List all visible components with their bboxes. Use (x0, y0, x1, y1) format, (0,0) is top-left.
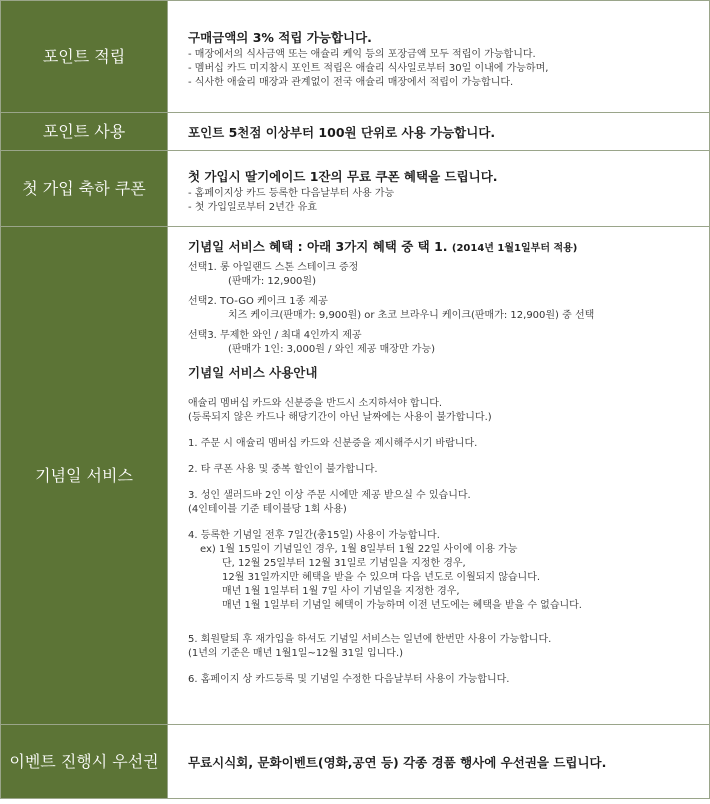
row-label: 포인트 사용 (1, 113, 168, 151)
guide-item-line: 단, 12월 25일부터 12월 31일로 기념일을 지정한 경우, (222, 558, 466, 569)
guide-item-line: 5. 회원탈퇴 후 재가입을 하셔도 기념일 서비스는 일년에 한번만 사용이 가능합니다. (188, 634, 552, 645)
headline: 구매금액의 3% 적립 가능합니다. (188, 29, 372, 45)
guide-title: 기념일 서비스 사용안내 (188, 365, 318, 380)
guide-item-line: 매년 1월 1일부터 기념일 혜택이 가능하며 이전 년도에는 혜택을 받을 수 없습니다. (222, 600, 582, 611)
row-label: 첫 가입 축하 쿠폰 (1, 151, 168, 227)
headline-text: 기념일 서비스 혜택 : 아래 3가지 혜택 중 택 1. (188, 239, 448, 254)
row-label: 포인트 적립 (1, 1, 168, 113)
guide-item-line: (4인테이블 기준 테이블당 1회 사용) (188, 504, 347, 515)
row-event-priority (1, 725, 710, 799)
option-title: 선택3. 무제한 와인 / 최대 4인까지 제공 (188, 330, 362, 341)
row-anniversary (1, 227, 710, 725)
guide-item-line: 4. 등록한 기념일 전후 7일간(총15일) 사용이 가능합니다. (188, 530, 440, 541)
guide-item-line: 12월 31일까지만 혜택을 받을 수 있으며 다음 년도로 이월되지 않습니다. (222, 572, 541, 583)
guide-intro: (등록되지 않은 카드나 해당기간이 아닌 날짜에는 사용이 불가합니다.) (188, 412, 492, 423)
guide-item-6: 6. 홈페이지 상 카드등록 및 기념일 수정한 다음날부터 사용이 가능합니다. (188, 674, 510, 685)
guide-item-3 (188, 489, 691, 517)
option-detail: (판매가: 12,900원) (228, 276, 316, 287)
option-detail: 치즈 케이크(판매가: 9,900원) or 초코 브라우니 케이크(판매가: 12,900원) 중 선택 (228, 310, 595, 321)
row-content (168, 113, 710, 151)
guide-intro: 애슐리 멤버십 카드와 신분증을 반드시 소지하셔야 합니다. (188, 398, 443, 409)
row-content (168, 725, 710, 799)
row-label: 기념일 서비스 (1, 227, 168, 725)
headline-note: (2014년 1월1일부터 적용) (451, 243, 578, 254)
note: - 홈페이지상 카드 등록한 다음날부터 사용 가능 (188, 187, 395, 199)
headline: 첫 가입시 딸기에이드 1잔의 무료 쿠폰 혜택을 드립니다. (188, 168, 498, 184)
row-point-use (1, 113, 710, 151)
guide-item-line: 3. 성인 샐러드바 2인 이상 주문 시에만 제공 받으실 수 있습니다. (188, 490, 471, 501)
row-content (168, 227, 710, 725)
guide-item-line: ex) 1월 15일이 기념일인 경우, 1월 8일부터 1월 22일 사이에 이용 가능 (200, 544, 518, 555)
row-point-earn (1, 1, 710, 113)
option-title: 선택2. TO-GO 케이크 1종 제공 (188, 296, 328, 307)
guide-item-2: 2. 타 쿠폰 사용 및 중복 할인이 불가합니다. (188, 464, 378, 475)
guide-item-1: 1. 주문 시 애슐리 멤버십 카드와 신분증을 제시해주시기 바랍니다. (188, 438, 478, 449)
headline (188, 237, 691, 255)
row-content (168, 151, 710, 227)
row-label: 이벤트 진행시 우선권 (1, 725, 168, 799)
option-1 (188, 261, 691, 289)
option-2 (188, 295, 691, 323)
option-3 (188, 329, 691, 357)
headline: 포인트 5천점 이상부터 100원 단위로 사용 가능합니다. (188, 124, 496, 140)
guide-item-line: (1년의 기준은 매년 1월1일~12월 31일 입니다.) (188, 648, 404, 659)
note: - 매장에서의 식사금액 또는 애슐리 케익 등의 포장금액 모두 적립이 가능합니다. (188, 48, 536, 60)
option-title: 선택1. 롱 아일랜드 스톤 스테이크 증정 (188, 262, 359, 273)
guide-item-5 (188, 633, 691, 661)
row-welcome-coupon (1, 151, 710, 227)
note: - 멤버십 카드 미지참시 포인트 적립은 애슐리 식사일로부터 30일 이내에 가능하며, (188, 62, 549, 74)
row-content (168, 1, 710, 113)
note: - 식사한 애슐리 매장과 관계없이 전국 애슐리 매장에서 적립이 가능합니다. (188, 76, 514, 88)
headline: 무료시식회, 문화이벤트(영화,공연 등) 각종 경품 행사에 우선권을 드립니다. (188, 754, 607, 770)
guide-item-line: 매년 1월 1일부터 1월 7일 사이 기념일을 지정한 경우, (222, 586, 460, 597)
guide-item-4 (188, 529, 691, 613)
option-detail: (판매가 1인: 3,000원 / 와인 제공 매장만 가능) (228, 344, 436, 355)
note: - 첫 가입일로부터 2년간 유효 (188, 201, 317, 213)
